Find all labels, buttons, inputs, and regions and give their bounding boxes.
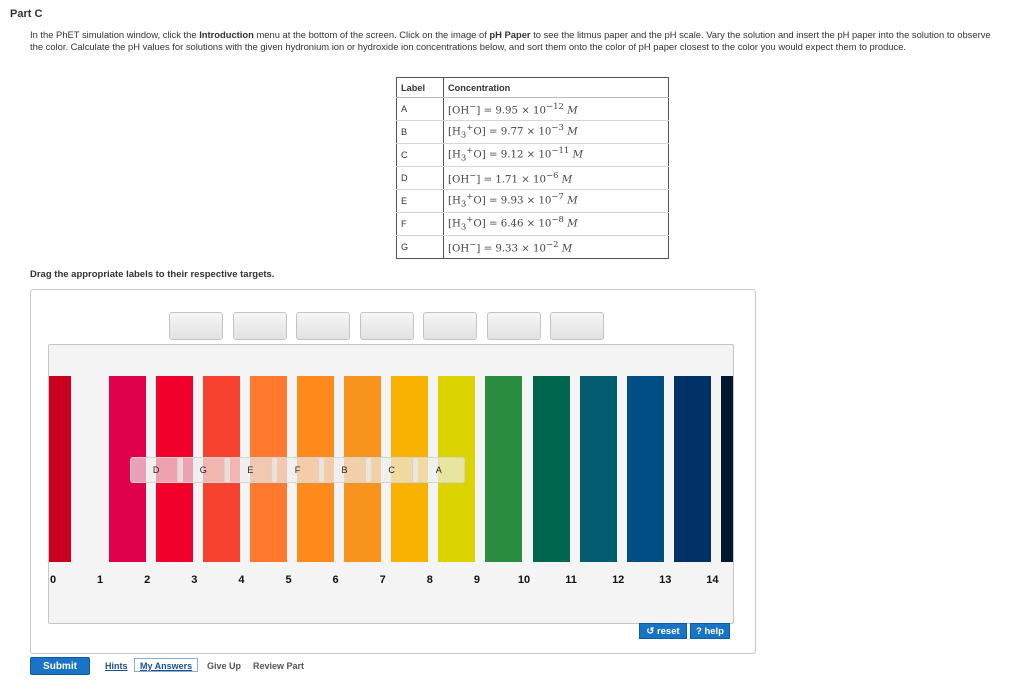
give-up-link[interactable]: Give Up xyxy=(207,661,242,671)
empty-target[interactable] xyxy=(233,312,287,340)
concentration-value: = 9.33 × 10 xyxy=(480,243,546,255)
table-row xyxy=(397,121,669,144)
instructions xyxy=(30,29,1005,53)
placed-label[interactable]: G xyxy=(177,457,230,483)
ion-close: ] xyxy=(476,174,481,186)
ph-tick-label: 14 xyxy=(706,574,719,586)
ion-close: O] xyxy=(473,195,486,207)
concentration-value: = 9.95 × 10 xyxy=(480,105,546,117)
ion-subscript: 3 xyxy=(460,222,467,233)
table-row xyxy=(397,167,669,190)
row-label: C xyxy=(397,144,444,167)
reset-button[interactable]: ↺ reset xyxy=(639,623,687,639)
concentration-exponent: −2 xyxy=(546,239,559,250)
table-header-row xyxy=(397,78,669,98)
ion-close: O] xyxy=(473,218,486,230)
ion-charge: − xyxy=(469,239,477,250)
ion-open: [OH xyxy=(448,105,470,117)
empty-target[interactable] xyxy=(360,312,414,340)
ph-tick-label: 2 xyxy=(144,574,151,586)
help-button[interactable]: ? help xyxy=(690,623,730,639)
ion-open: [H xyxy=(448,149,461,161)
ion-subscript: 3 xyxy=(460,153,467,164)
unit-molar: M xyxy=(567,105,578,117)
ph-strip xyxy=(533,376,570,562)
ion-charge: + xyxy=(466,146,474,157)
ph-tick-label: 1 xyxy=(97,574,104,586)
table-row xyxy=(397,144,669,167)
concentration-value: = 9.12 × 10 xyxy=(485,149,552,161)
empty-target[interactable] xyxy=(423,312,477,340)
ion-open: [OH xyxy=(448,243,470,255)
ph-tick-label: 0 xyxy=(49,574,57,586)
part-title: Part C xyxy=(10,8,43,20)
unit-molar: M xyxy=(567,195,578,207)
ion-subscript: 3 xyxy=(460,130,467,141)
ph-strip xyxy=(580,376,617,562)
ion-charge: + xyxy=(466,192,474,203)
concentration-exponent: −11 xyxy=(551,146,570,157)
row-concentration xyxy=(444,144,669,167)
table-row xyxy=(397,236,669,259)
ion-open: [H xyxy=(448,126,461,138)
instructions-text-1: In the PhET simulation window, click the xyxy=(30,29,200,40)
submit-button[interactable]: Submit xyxy=(30,657,90,675)
row-label: B xyxy=(397,121,444,144)
ph-scale-board xyxy=(48,344,734,624)
instructions-bold-ph-paper: pH Paper xyxy=(489,29,531,40)
empty-target[interactable] xyxy=(550,312,604,340)
concentration-exponent: −3 xyxy=(551,123,564,134)
ph-strip xyxy=(721,376,734,562)
ph-strip xyxy=(674,376,711,562)
drag-heading: Drag the appropriate labels to their respective targets. xyxy=(30,269,275,280)
empty-target[interactable] xyxy=(487,312,541,340)
row-concentration xyxy=(444,167,669,190)
concentration-exponent: −8 xyxy=(551,215,564,226)
instructions-text-3: to see the litmus paper and the pH scale. Vary the solution and insert the pH paper into the solution to observe the color. Calculate the pH values for solutions with the given hydronium ion or hydroxide ion concentrations below, and sort them onto the color of pH paper closest to the color you would expect them to produce. xyxy=(30,29,991,52)
ph-tick-label: 5 xyxy=(285,574,292,586)
ph-strip xyxy=(49,376,71,562)
ion-charge: + xyxy=(466,215,474,226)
ion-open: [OH xyxy=(448,174,470,186)
table-row xyxy=(397,98,669,121)
table-row xyxy=(397,213,669,236)
ion-open: [H xyxy=(448,218,461,230)
row-label: D xyxy=(397,167,444,190)
ion-close: O] xyxy=(473,126,486,138)
row-label: G xyxy=(397,236,444,259)
unit-molar: M xyxy=(572,149,584,161)
ph-tick-label: 10 xyxy=(517,574,531,586)
placed-label[interactable]: F xyxy=(271,457,324,483)
ion-close: ] xyxy=(476,243,481,255)
placed-label[interactable]: B xyxy=(318,457,371,483)
placed-label[interactable]: C xyxy=(365,457,418,483)
concentration-exponent: −6 xyxy=(546,170,559,181)
empty-target[interactable] xyxy=(169,312,223,340)
review-part-link[interactable]: Review Part xyxy=(253,661,305,671)
ph-tick-label: 3 xyxy=(191,574,198,586)
ion-close: O] xyxy=(473,149,486,161)
unit-molar: M xyxy=(567,218,578,230)
ph-tick-label: 8 xyxy=(426,574,433,586)
ph-tick-label: 13 xyxy=(659,574,672,586)
concentration-exponent: −7 xyxy=(551,192,564,203)
instructions-bold-introduction: Introduction xyxy=(199,29,254,40)
row-label: E xyxy=(397,190,444,213)
placed-label[interactable]: E xyxy=(224,457,277,483)
row-concentration xyxy=(444,98,669,121)
header-label: Label xyxy=(397,78,444,98)
concentration-value: = 6.46 × 10 xyxy=(485,218,552,230)
ion-subscript: 3 xyxy=(460,199,467,210)
instructions-text-2: menu at the bottom of the screen. Click on the image of xyxy=(253,29,490,40)
ph-strip xyxy=(485,376,522,562)
row-label: F xyxy=(397,213,444,236)
row-concentration xyxy=(444,213,669,236)
hints-link[interactable]: Hints xyxy=(105,661,128,671)
concentration-value: = 1.71 × 10 xyxy=(480,174,546,186)
ph-tick-label: 4 xyxy=(238,574,245,586)
ion-close: ] xyxy=(476,105,481,117)
ion-charge: − xyxy=(469,170,477,181)
ion-charge: + xyxy=(466,123,474,134)
placed-label[interactable]: A xyxy=(412,457,465,483)
my-answers-link[interactable]: My Answers xyxy=(134,658,198,672)
concentration-value: = 9.77 × 10 xyxy=(485,126,552,138)
unit-molar: M xyxy=(567,126,578,138)
ph-tick-label: 7 xyxy=(379,574,386,586)
row-concentration xyxy=(444,236,669,259)
empty-target[interactable] xyxy=(296,312,350,340)
header-concentration: Concentration xyxy=(444,78,669,98)
ph-strip xyxy=(627,376,664,562)
concentration-table xyxy=(396,77,669,259)
ph-tick-label: 6 xyxy=(332,574,339,586)
row-label: A xyxy=(397,98,444,121)
concentration-value: = 9.93 × 10 xyxy=(485,195,552,207)
row-concentration xyxy=(444,121,669,144)
ion-charge: − xyxy=(469,101,477,112)
placed-label[interactable]: D xyxy=(130,457,183,483)
ph-tick-label: 11 xyxy=(565,574,577,586)
ion-open: [H xyxy=(448,195,461,207)
ph-tick-label: 12 xyxy=(612,574,625,586)
concentration-exponent: −12 xyxy=(546,101,564,112)
ph-tick-label: 9 xyxy=(473,574,480,586)
unit-molar: M xyxy=(561,243,573,255)
table-row xyxy=(397,190,669,213)
unit-molar: M xyxy=(561,174,573,186)
row-concentration xyxy=(444,190,669,213)
